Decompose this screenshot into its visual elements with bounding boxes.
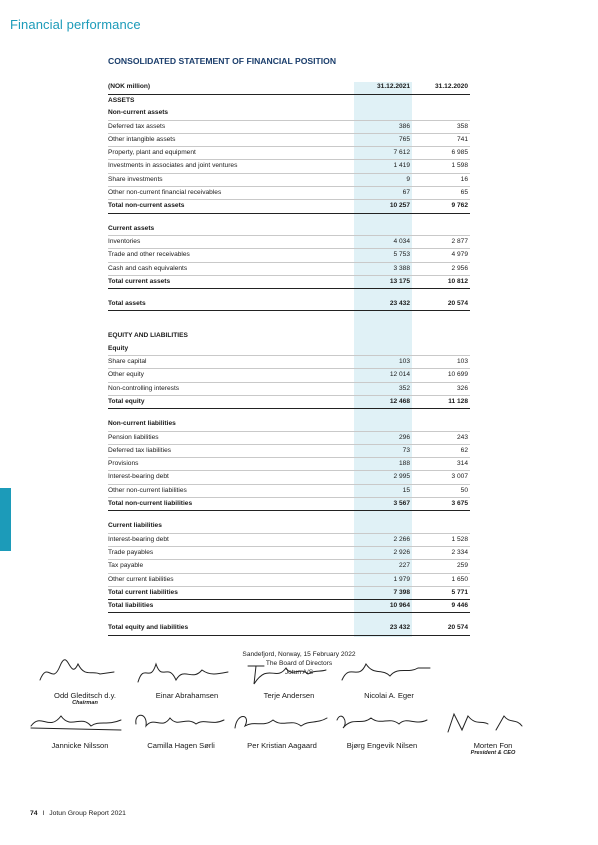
row-label: Equity <box>108 344 129 352</box>
value-2020: 741 <box>456 135 468 143</box>
value-2021: 10 257 <box>389 202 410 210</box>
table-spacer <box>108 311 470 330</box>
value-2021: 188 <box>398 460 410 468</box>
signature-block <box>25 706 135 750</box>
row-label: EQUITY AND LIABILITIES <box>108 332 188 340</box>
value-2021: 4 034 <box>393 237 410 245</box>
row-label: Total current assets <box>108 277 171 285</box>
value-2020: 9 446 <box>451 602 468 610</box>
signatory-name: Per Kristian Aagaard <box>247 741 317 750</box>
header-label: (NOK million) <box>108 83 151 90</box>
row-label: Other equity <box>108 371 144 379</box>
table-row <box>108 263 470 276</box>
value-2020: 314 <box>456 460 468 468</box>
row-label: Property, plant and equipment <box>108 149 196 157</box>
signature-block <box>227 706 337 750</box>
value-2021: 73 <box>402 446 410 454</box>
value-2021: 67 <box>402 189 410 197</box>
table-row <box>108 534 470 547</box>
value-2020: 11 128 <box>448 397 468 405</box>
row-label: Non-current assets <box>108 109 169 117</box>
handwritten-signature <box>234 656 344 686</box>
value-2021: 15 <box>402 486 410 494</box>
value-2021: 1 979 <box>393 575 410 583</box>
table-row <box>108 547 470 560</box>
value-2021: 10 964 <box>389 602 410 610</box>
table-row <box>108 121 470 134</box>
table-row <box>108 298 470 311</box>
row-label: Provisions <box>108 460 139 468</box>
row-label: Interest-bearing debt <box>108 473 169 481</box>
value-2020: 65 <box>460 189 468 197</box>
value-2021: 2 995 <box>393 473 410 481</box>
table-row <box>108 174 470 187</box>
table-row <box>108 520 470 533</box>
value-2020: 5 771 <box>451 588 468 596</box>
signatory-name: Bjørg Engevik Nilsen <box>346 741 418 750</box>
value-2020: 10 812 <box>447 277 468 285</box>
table-row <box>108 600 470 613</box>
row-label: Total equity <box>108 397 145 405</box>
value-2020: 1 650 <box>451 575 468 583</box>
value-2021: 3 567 <box>393 500 410 508</box>
signoff-board: The Board of Directors <box>265 659 333 667</box>
signature-block <box>334 656 444 700</box>
table-row <box>108 498 470 511</box>
table-row <box>108 432 470 445</box>
row-label: Share investments <box>108 175 163 183</box>
table-row <box>108 223 470 236</box>
value-2020: 2 334 <box>451 548 468 556</box>
row-label: Other intangible assets <box>108 135 176 143</box>
value-2020: 1 528 <box>451 535 468 543</box>
value-2020: 4 979 <box>451 251 468 259</box>
value-2021: 13 175 <box>389 277 410 285</box>
value-2020: 50 <box>460 486 468 494</box>
signatory-name: Jannicke Nilsson <box>51 741 109 750</box>
table-header <box>108 80 470 95</box>
handwritten-signature <box>132 656 242 686</box>
signature-block <box>30 656 140 707</box>
signature-block <box>438 706 548 757</box>
value-2021: 7 398 <box>393 588 410 596</box>
row-label: Other non-current financial receivables <box>108 189 222 197</box>
value-2021: 12 014 <box>389 371 410 379</box>
signatory-name: Nicolai A. Eger <box>364 691 414 700</box>
value-2021: 227 <box>398 562 410 570</box>
table-row <box>108 160 470 173</box>
row-label: Total non-current liabilities <box>108 500 193 508</box>
table-row <box>108 95 470 107</box>
table-spacer <box>108 511 470 520</box>
signatory-name: Terje Andersen <box>263 691 315 700</box>
value-2020: 20 574 <box>447 300 468 308</box>
value-2021: 3 388 <box>393 264 410 272</box>
table-row <box>108 356 470 369</box>
row-label: Total current liabilities <box>108 588 178 596</box>
table-body <box>108 95 470 636</box>
table-spacer <box>108 613 470 622</box>
row-label: Total non-current assets <box>108 202 185 210</box>
page-number: 74 <box>30 810 38 817</box>
signatory-name: Morten Fon <box>473 741 513 750</box>
table-row <box>108 276 470 289</box>
row-label: Cash and cash equivalents <box>108 264 188 272</box>
table-row <box>108 458 470 471</box>
row-label: Investments in associates and joint ventures <box>108 162 238 170</box>
row-label: Other non-current liabilities <box>108 486 187 494</box>
handwritten-signature <box>30 656 140 686</box>
value-2021: 2 926 <box>393 548 410 556</box>
value-2020: 103 <box>456 358 468 366</box>
value-2021: 1 419 <box>393 162 410 170</box>
page-footer <box>30 810 126 817</box>
row-label: Trade and other receivables <box>108 251 190 259</box>
row-label: Non-current liabilities <box>108 420 176 428</box>
table-row <box>108 471 470 484</box>
table-row <box>108 574 470 587</box>
table-spacer <box>108 289 470 298</box>
value-2021: 386 <box>398 122 410 130</box>
row-label: Pension liabilities <box>108 433 159 441</box>
value-2020: 6 985 <box>451 149 468 157</box>
row-label: Trade payables <box>108 548 154 556</box>
handwritten-signature <box>438 706 548 736</box>
table-spacer <box>108 214 470 223</box>
handwritten-signature <box>126 706 236 736</box>
row-label: Deferred tax liabilities <box>108 446 172 454</box>
row-label: Inventories <box>108 237 141 245</box>
value-2021: 7 612 <box>393 149 410 157</box>
table-row <box>108 343 470 356</box>
table-spacer <box>108 409 470 418</box>
row-label: Non-controlling interests <box>108 384 180 392</box>
signature-block <box>327 706 437 750</box>
row-label: Interest-bearing debt <box>108 535 169 543</box>
table-row <box>108 369 470 382</box>
value-2020: 243 <box>456 433 468 441</box>
table-row <box>108 396 470 409</box>
value-2021: 12 468 <box>389 397 410 405</box>
statement-title: CONSOLIDATED STATEMENT OF FINANCIAL POSITION <box>108 56 337 66</box>
signature-block <box>126 706 236 750</box>
value-2020: 10 699 <box>447 371 468 379</box>
value-2021: 103 <box>398 358 410 366</box>
value-2021: 9 <box>406 175 410 183</box>
table-row <box>108 200 470 213</box>
handwritten-signature <box>227 706 337 736</box>
signoff-place-date: Sandefjord, Norway, 15 February 2022 <box>242 651 356 658</box>
side-tab-marker <box>0 488 11 551</box>
row-label: Total equity and liabilities <box>108 624 189 632</box>
footer-separator: I <box>42 810 45 817</box>
value-2021: 352 <box>398 384 410 392</box>
table-row <box>108 418 470 431</box>
table-row <box>108 134 470 147</box>
table-row <box>108 249 470 262</box>
table-row <box>108 147 470 160</box>
table-row <box>108 107 470 120</box>
value-2020: 358 <box>456 122 468 130</box>
section-title: Financial performance <box>10 17 141 32</box>
row-label: Other current liabilities <box>108 575 174 583</box>
value-2020: 16 <box>460 175 468 183</box>
value-2020: 326 <box>456 384 468 392</box>
row-label: Current liabilities <box>108 522 162 530</box>
table-row <box>108 485 470 498</box>
signature-block <box>234 656 344 700</box>
signatory-name: Odd Gleditsch d.y. <box>54 691 116 700</box>
table-row <box>108 587 470 600</box>
value-2021: 765 <box>398 135 410 143</box>
table-row <box>108 445 470 458</box>
signatory-name: Camilla Hagen Sørli <box>147 741 215 750</box>
signatory-role: President & CEO <box>470 750 516 756</box>
value-2020: 1 598 <box>451 162 468 170</box>
header-col-2021: 31.12.2021 <box>376 83 410 90</box>
signatory-role: Chairman <box>72 700 98 706</box>
value-2020: 2 877 <box>451 237 468 245</box>
table-row <box>108 187 470 200</box>
row-label: Current assets <box>108 224 155 232</box>
value-2020: 3 007 <box>451 473 468 481</box>
row-label: Deferred tax assets <box>108 122 166 130</box>
row-label: ASSETS <box>108 97 135 104</box>
value-2021: 2 266 <box>393 535 410 543</box>
signatory-name: Einar Abrahamsen <box>155 691 219 700</box>
signoff-company: Jotun A/S <box>284 668 314 676</box>
row-label: Tax payable <box>108 562 144 570</box>
table-row <box>108 383 470 396</box>
value-2021: 5 753 <box>393 251 410 259</box>
table-row <box>108 622 470 635</box>
value-2020: 20 574 <box>447 624 468 632</box>
financial-position-table <box>108 80 470 636</box>
handwritten-signature <box>327 706 437 736</box>
table-row <box>108 236 470 249</box>
row-label: Total liabilities <box>108 602 154 610</box>
footer-report-name: Jotun Group Report 2021 <box>49 810 126 817</box>
value-2021: 23 432 <box>389 624 410 632</box>
table-row <box>108 330 470 342</box>
signature-block <box>132 656 242 700</box>
handwritten-signature <box>25 706 135 736</box>
row-label: Share capital <box>108 358 147 366</box>
row-label: Total assets <box>108 300 146 308</box>
value-2020: 9 762 <box>451 202 468 210</box>
value-2020: 3 675 <box>451 500 468 508</box>
value-2020: 259 <box>456 562 468 570</box>
value-2020: 62 <box>460 446 468 454</box>
table-row <box>108 560 470 573</box>
header-col-2020: 31.12.2020 <box>434 83 468 90</box>
value-2021: 23 432 <box>389 300 410 308</box>
handwritten-signature <box>334 656 444 686</box>
value-2020: 2 956 <box>451 264 468 272</box>
value-2021: 296 <box>398 433 410 441</box>
